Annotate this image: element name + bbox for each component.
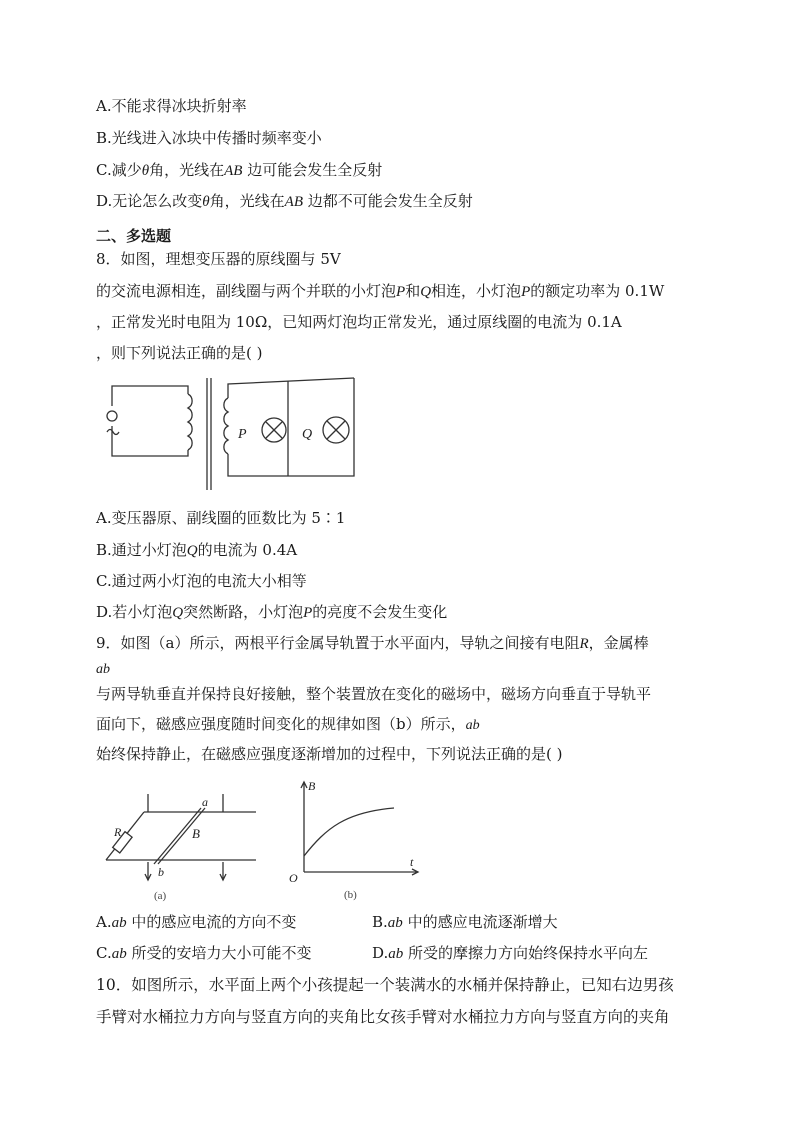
fig-label-p: P <box>238 427 247 442</box>
text: 和 <box>405 282 421 300</box>
ab-symbol: AB <box>284 194 303 210</box>
text: 相连，小灯泡 <box>431 282 522 300</box>
text: D. <box>372 944 389 962</box>
fig-label-b: b <box>158 865 164 879</box>
q7-option-a-text: A.不能求得冰块折射率 <box>96 97 247 115</box>
ab-symbol: ab <box>387 915 403 931</box>
q8-option-d <box>96 602 447 623</box>
q9-option-b <box>372 912 558 933</box>
q9-stem-line5: 始终保持静止，在磁感应强度逐渐增加的过程中，下列说法正确的是( ) <box>96 745 563 763</box>
transformer-circuit-figure <box>96 372 358 496</box>
text: 中的感应电流的方向不变 <box>131 913 297 931</box>
text: 边都不可能会发生全反射 <box>307 192 473 210</box>
text: 的额定功率为 0.1W <box>530 282 665 300</box>
q9-stem-line2: ab <box>96 662 110 677</box>
text: D.无论怎么改变 <box>96 192 203 210</box>
r-symbol: R <box>579 636 589 652</box>
text: 面向下，磁感应强度随时间变化的规律如图（b）所示， <box>96 715 466 733</box>
fig-a-caption: (a) <box>154 890 167 902</box>
text: 边可能会发生全反射 <box>247 161 383 179</box>
q8-stem-line1: 8．如图，理想变压器的原线圈与 5V <box>96 250 341 268</box>
fig-label-b-axis: B <box>308 779 316 793</box>
fig-label-origin: O <box>289 871 298 885</box>
q-symbol: Q <box>420 284 432 300</box>
text: C.减少 <box>96 161 142 179</box>
text: 角，光线在 <box>209 192 285 210</box>
q8-option-c: C.通过两小灯泡的电流大小相等 <box>96 572 307 590</box>
ab-symbol: ab <box>111 915 127 931</box>
q-symbol: Q <box>172 605 184 621</box>
q7-option-c <box>96 160 382 181</box>
text: B.通过小灯泡 <box>96 541 187 559</box>
q8-option-a: A.变压器原、副线圈的匝数比为 5∶1 <box>96 509 346 527</box>
q7-option-a <box>96 96 247 116</box>
ab-symbol: ab <box>465 718 480 733</box>
text: 的电流为 0.4A <box>197 541 298 559</box>
q9-stem-line1 <box>96 633 649 654</box>
section-title: 二、多选题 <box>96 227 172 245</box>
text: A. <box>96 913 112 931</box>
q10-stem-line2: 手臂对水桶拉力方向与竖直方向的夹角比女孩手臂对水桶拉力方向与竖直方向的夹角 <box>96 1008 670 1026</box>
q7-option-b-text: B.光线进入冰块中传播时频率变小 <box>96 129 322 147</box>
q8-stem-line2 <box>96 281 664 302</box>
q7-option-b <box>96 128 322 148</box>
fig-label-field: B <box>192 826 200 841</box>
text: ，金属棒 <box>588 634 649 652</box>
rail-setup-figure <box>96 780 266 906</box>
q8-stem-line3: ，正常发光时电阻为 10Ω，已知两灯泡均正常发光，通过原线圈的电流为 0.1A <box>96 313 622 331</box>
ab-symbol: ab <box>388 946 404 962</box>
fig-label-r: R <box>114 825 122 839</box>
text: C. <box>96 944 112 962</box>
b-t-graph-figure <box>286 776 426 906</box>
text: B. <box>372 913 388 931</box>
p-symbol: P <box>396 284 406 300</box>
text: 的交流电源相连，副线圈与两个并联的小灯泡 <box>96 282 397 300</box>
q8-stem-line4: ，则下列说法正确的是( ) <box>96 344 263 362</box>
fig-label-a: a <box>202 795 208 809</box>
text: 所受的摩擦力方向始终保持水平向左 <box>408 944 649 962</box>
text: 突然断路，小灯泡 <box>183 603 304 621</box>
ab-symbol: AB <box>224 163 243 179</box>
text: 所受的安培力大小可能不变 <box>131 944 312 962</box>
ab-symbol: ab <box>111 946 127 962</box>
text: 角，光线在 <box>149 161 225 179</box>
fig-label-q: Q <box>302 427 313 442</box>
theta-symbol: θ <box>202 194 210 210</box>
q8-option-b <box>96 540 297 561</box>
text: 9．如图（a）所示，两根平行金属导轨置于水平面内，导轨之间接有电阻 <box>96 634 580 652</box>
p-symbol: P <box>303 605 313 621</box>
theta-symbol: θ <box>141 163 150 179</box>
text: 中的感应电流逐渐增大 <box>407 913 558 931</box>
fig-label-t-axis: t <box>410 855 414 869</box>
q7-option-d <box>96 191 473 212</box>
q9-option-c <box>96 943 312 964</box>
q10-stem-line1: 10．如图所示，水平面上两个小孩提起一个装满水的水桶并保持静止，已知右边男孩 <box>96 976 674 994</box>
fig-b-caption: (b) <box>344 889 357 901</box>
text: D.若小灯泡 <box>96 603 173 621</box>
q9-stem-line4 <box>96 714 480 736</box>
q9-option-d <box>372 943 648 964</box>
text: 的亮度不会发生变化 <box>312 603 448 621</box>
q9-option-a <box>96 912 296 933</box>
p-symbol: P <box>521 284 531 300</box>
q9-stem-line3: 与两导轨垂直并保持良好接触，整个装置放在变化的磁场中，磁场方向垂直于导轨平 <box>96 685 652 703</box>
q-symbol: Q <box>186 543 198 559</box>
